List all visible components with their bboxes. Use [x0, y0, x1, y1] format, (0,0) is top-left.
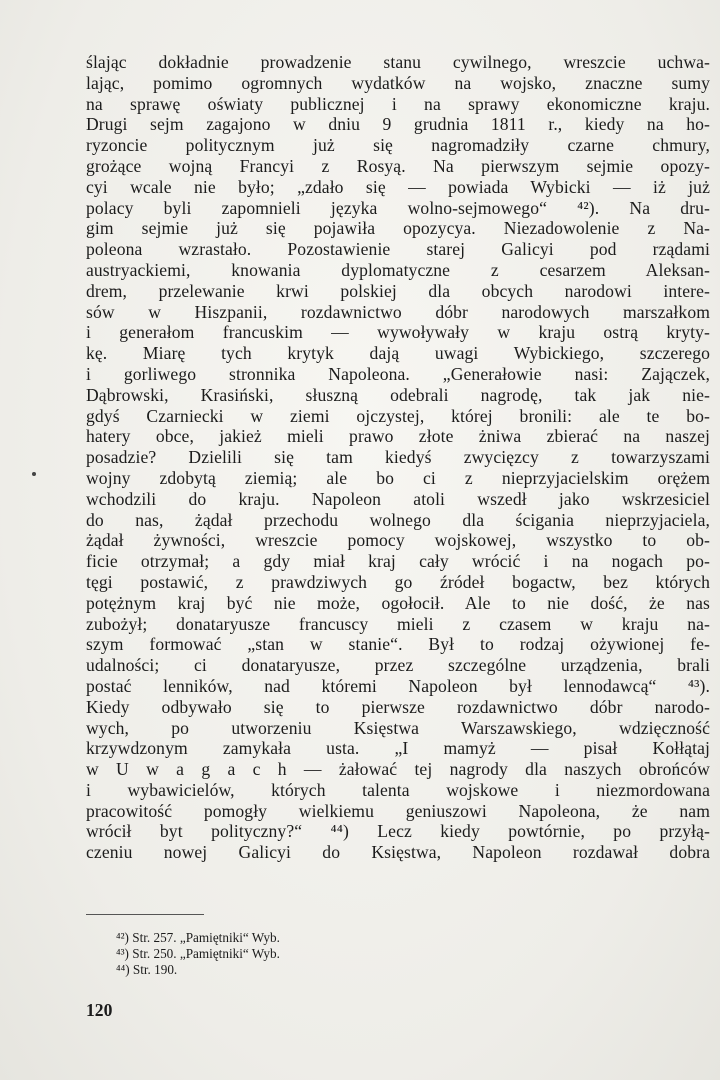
- text-line: w U w a g a c h — żałować tej nagrody dla naszych obrońców: [86, 759, 710, 780]
- text-line: czeniu nowej Galicyi do Księstwa, Napoleon rozdawał dobra: [86, 842, 710, 863]
- text-line: do nas, żądał przechodu wolnego dla ścigania nieprzyjaciela,: [86, 509, 710, 530]
- text-line: krzywdzonym zamykała usta. „I mamyż — pisał Kołłątaj: [86, 738, 710, 759]
- text-line: kę. Miarę tych krytyk dają uwagi Wybickiego, szczerego: [86, 343, 710, 364]
- text-line: udalności; ci donataryusze, przez szczególne urządzenia, brali: [86, 655, 710, 676]
- text-line: wrócił byt polityczny?“ ⁴⁴) Lecz kiedy powtórnie, po przyłą-: [86, 821, 710, 842]
- text-line: poleona wzrastało. Pozostawienie starej Galicyi pod rządami: [86, 239, 710, 260]
- text-line: grożące wojną Francyi z Rosyą. Na pierwszym sejmie opozy-: [86, 155, 710, 176]
- text-line: gim sejmie już się pojawiła opozycya. Niezadowolenie z Na-: [86, 218, 710, 239]
- text-line: i wybawicielów, których talenta wojskowe i niezmordowana: [86, 779, 710, 800]
- text-line: wych, po utworzeniu Księstwa Warszawskiego, wdzięczność: [86, 717, 710, 738]
- text-line: lając, pomimo ogromnych wydatków na wojsko, znaczne sumy: [86, 72, 710, 93]
- footnote: ⁴⁴) Str. 190.: [116, 962, 178, 977]
- text-line: zubożył; donataryusze francuscy mieli z czasem w kraju na-: [86, 613, 710, 634]
- text-line: hatery obce, jakież mieli prawo złote żniwa zbierać na naszej: [86, 426, 710, 447]
- text-line: ficie otrzymał; a gdy miał kraj cały wrócić i na nogach po-: [86, 551, 710, 572]
- text-line: posadzie? Dzielili się tam kiedyś zwycięzcy z towarzyszami: [86, 447, 710, 468]
- text-line: Dąbrowski, Krasiński, słuszną odebrali nagrodę, tak jak nie-: [86, 384, 710, 405]
- text-line: żądał żywności, wreszcie pomocy wojskowej, wszystko to ob-: [86, 530, 710, 551]
- text-line: ryzoncie politycznym już się nagromadziły czarne chmury,: [86, 135, 710, 156]
- text-line: szym formować „stan w stanie“. Był to rodzaj ożywionej fe-: [86, 634, 710, 655]
- text-line: drem, przelewanie krwi polskiej dla obcych narodowi intere-: [86, 280, 710, 301]
- text-line: pracowitość pomogły wielkiemu geniuszowi Napoleona, że nam: [86, 800, 710, 821]
- footnotes: [116, 930, 516, 978]
- footnote-divider: [86, 914, 204, 915]
- text-line: polacy byli zapomnieli języka wolno-sejmowego“ ⁴²). Na dru-: [86, 197, 710, 218]
- text-line: i gorliwego stronnika Napoleona. „Generałowie nasi: Zajączek,: [86, 363, 710, 384]
- page-number: 120: [86, 1000, 113, 1020]
- text-line: gdyś Czarniecki w ziemi ojczystej, której bronili: ale te bo-: [86, 405, 710, 426]
- text-line: i generałom francuskim — wywoływały w kraju ostrą kryty-: [86, 322, 710, 343]
- text-line: ślając dokładnie prowadzenie stanu cywilnego, wreszcie uchwa-: [86, 52, 710, 72]
- text-line: potężnym kraj być nie może, ogołocił. Ale to nie dość, że nas: [86, 592, 710, 613]
- text-line: tęgi postawić, z prawdziwych go źródeł bogactw, bez których: [86, 571, 710, 592]
- margin-dot: [32, 472, 36, 476]
- footnote: ⁴²) Str. 257. „Pamiętniki“ Wyb.: [116, 930, 280, 945]
- text-line: sów w Hiszpanii, rozdawnictwo dóbr narodowych marszałkom: [86, 301, 710, 322]
- text-line: postać lenników, nad któremi Napoleon był lennodawcą“ ⁴³).: [86, 675, 710, 696]
- text-line: cyi wcale nie było; „zdało się — powiada Wybicki — iż już: [86, 176, 710, 197]
- text-line: Kiedy odbywało się to pierwsze rozdawnictwo dóbr narodo-: [86, 696, 710, 717]
- footnote: ⁴³) Str. 250. „Pamiętniki“ Wyb.: [116, 946, 280, 961]
- text-line: wojny zdobytą ziemią; ale bo ci z nieprzyjacielskim orężem: [86, 467, 710, 488]
- text-line: Drugi sejm zagajono w dniu 9 grudnia 1811 r., kiedy na ho-: [86, 114, 710, 135]
- text-line: na sprawę oświaty publicznej i na sprawy ekonomiczne kraju.: [86, 93, 710, 114]
- text-line: austryackiemi, knowania dyplomatyczne z cesarzem Aleksan-: [86, 259, 710, 280]
- body-text: [86, 52, 710, 863]
- text-line: wchodzili do kraju. Napoleon atoli wszedł jako wskrzesiciel: [86, 488, 710, 509]
